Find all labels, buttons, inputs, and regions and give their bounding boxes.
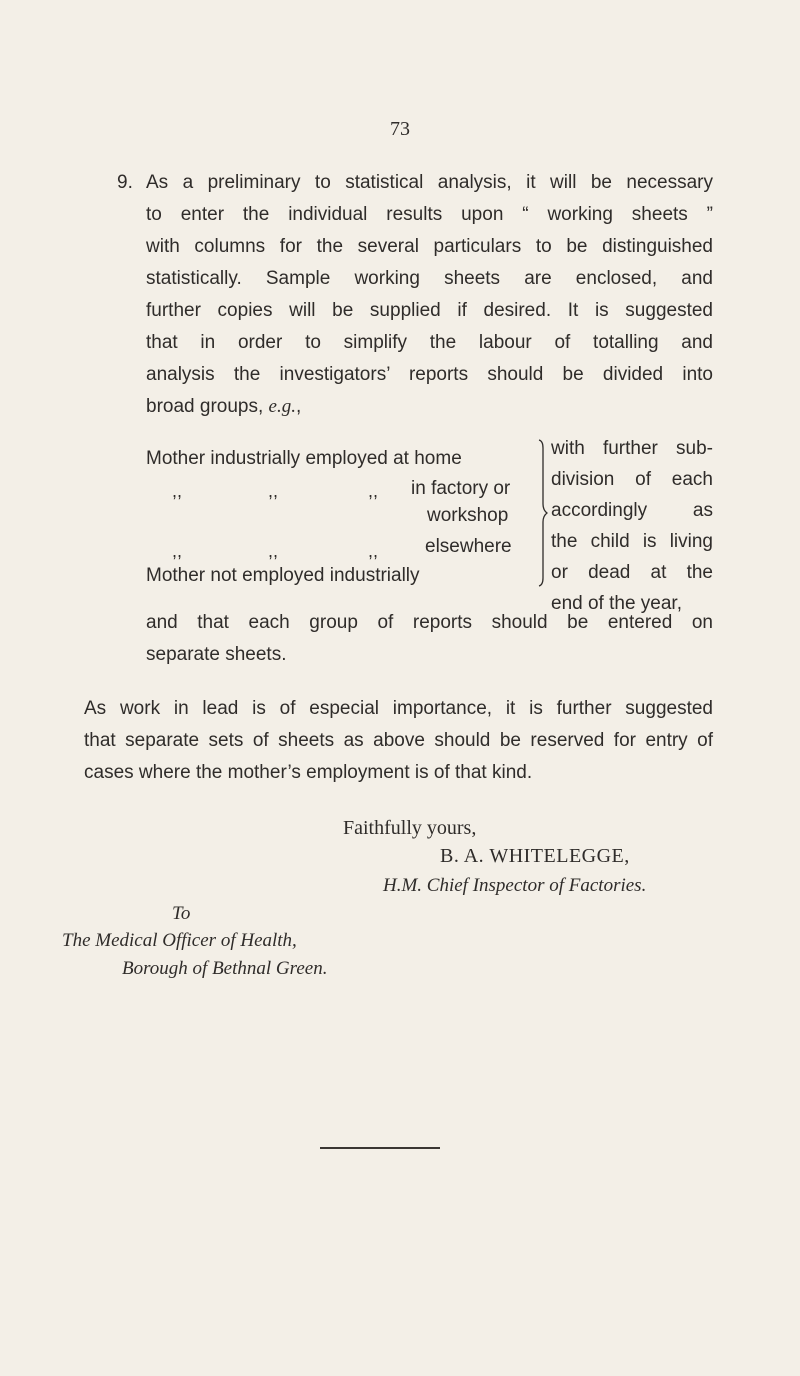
ditto-mark: ,, [268,481,279,501]
paragraph-line: As a preliminary to statistical analysis, it will be necessary [146,172,713,193]
addressee-line: Borough of Bethnal Green. [122,958,328,979]
group-factory: in factory or [411,478,511,499]
paragraph-lead-work [84,693,713,789]
group-elsewhere: elsewhere [425,536,512,557]
paragraph-line: analysis the investigators’ reports should be divided into [146,364,713,385]
ditto-mark: ,, [172,481,183,501]
paragraph-line: further copies will be supplied if desired. It is suggested [146,300,713,321]
group-not-employed: Mother not employed industrially [146,565,420,586]
bracket-note-line: end of the year, [551,593,682,614]
bracket-note-line: accordingly as [551,500,713,521]
addressee-line: The Medical Officer of Health, [62,930,297,951]
bracket-note [551,433,713,619]
text-line: that separate sets of sheets as above should be reserved for entry of [84,730,713,751]
text-line: As work in lead is of especial importance, it is further suggested [84,698,713,719]
paragraph-line: with columns for the several particulars to be distinguished [146,236,713,257]
text-line: cases where the mother’s employment is of that kind. [84,762,533,783]
bracket-note-line: the child is living [551,531,713,552]
last-line-text: broad groups, [146,396,269,417]
addressee-to: To [172,903,191,924]
paragraph-line: that in order to simplify the labour of totalling and [146,332,713,353]
group-home: Mother industrially employed at home [146,448,462,469]
text-line: and that each group of reports should be entered on [146,612,713,633]
signatory-name: B. A. WHITELEGGE, [440,845,630,867]
text-line: separate sheets. [146,644,287,665]
ditto-mark: ,, [368,481,379,501]
bracket-note-line: division of each [551,469,713,490]
eg-abbreviation: e.g. [268,396,296,417]
after-groups-text [146,607,713,671]
right-brace-icon [538,438,548,588]
ditto-mark: ,, [172,541,183,561]
paragraph-line: to enter the individual results upon “ working sheets ” [146,204,713,225]
closing: Faithfully yours, [343,817,477,839]
last-line-end: , [295,396,302,417]
paragraph-last-line [146,391,713,423]
page-number: 73 [390,118,410,140]
end-rule [320,1147,440,1149]
group-factory-cont: workshop [427,505,509,526]
bracket-note-line: or dead at the [551,562,713,583]
paragraph-number: 9. [117,172,133,193]
ditto-mark: ,, [368,541,379,561]
paragraph-line: statistically. Sample working sheets are enclosed, and [146,268,713,289]
ditto-mark: ,, [268,541,279,561]
paragraph-9 [117,167,713,423]
bracket-note-line: with further sub- [551,438,713,459]
signatory-title: H.M. Chief Inspector of Factories. [383,875,647,896]
